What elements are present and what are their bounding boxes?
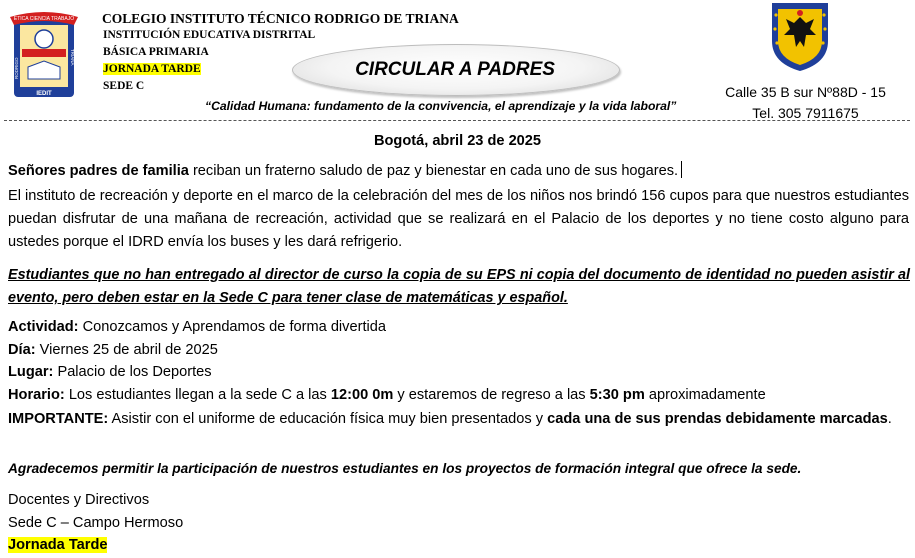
important-text: Asistir con el uniforme de educación física muy bien presentados y xyxy=(108,411,548,427)
place-label: Lugar: xyxy=(8,364,54,380)
schedule-text-2: y estaremos de regreso a las xyxy=(393,387,590,403)
logo-side-left: RODRIGO xyxy=(14,57,19,79)
school-crest-logo xyxy=(8,9,80,101)
important-end: . xyxy=(887,411,892,427)
text-cursor xyxy=(681,161,682,178)
day-line xyxy=(8,342,218,358)
place-value: Palacio de los Deportes xyxy=(53,364,212,380)
greeting-bold: Señores padres de familia xyxy=(8,163,189,179)
important-paragraph xyxy=(8,408,909,430)
school-name: COLEGIO INSTITUTO TÉCNICO RODRIGO DE TRIANA xyxy=(102,11,459,26)
letter-date: Bogotá, abril 23 de 2025 xyxy=(373,133,542,149)
education-level: BÁSICA PRIMARIA xyxy=(103,46,209,58)
shift-line xyxy=(103,63,201,75)
shift-highlight: JORNADA TARDE xyxy=(103,63,201,75)
important-bold: cada una de sus prendas debidamente marcadas xyxy=(547,411,888,427)
activity-line xyxy=(8,319,386,335)
signature-line-1: Docentes y Directivos xyxy=(8,492,150,508)
intro-paragraph: El instituto de recreación y deporte en el marco de la celebración del mes de los niños nos brindó 156 cupos para que nuestros estudiantes puedan disfrutar de una mañana de recreación, actividad que se realizará en el Palacio de los deportes y no tiene costo alguno para ustedes porque el IDRD envía los buses y les dará refrigerio. xyxy=(8,188,909,250)
greeting-text: reciban un fraterno saludo de paz y bienestar en cada uno de sus hogares. xyxy=(188,163,679,179)
institution-name: INSTITUCIÓN EDUCATIVA DISTRITAL xyxy=(103,29,316,41)
day-label: Día: xyxy=(8,342,36,358)
schedule-text-1: Los estudiantes llegan a la sede C a las xyxy=(64,387,331,403)
school-motto: “Calidad Humana: fundamento de la convivencia, el aprendizaje y la vida laboral” xyxy=(205,99,677,113)
greeting-line xyxy=(8,161,682,179)
important-label: IMPORTANTE: xyxy=(8,411,109,427)
circular-title: CIRCULAR A PADRES xyxy=(355,59,555,80)
schedule-label: Horario: xyxy=(8,387,65,403)
warning-paragraph: Estudiantes que no han entregado al director de curso la copia de su EPS ni copia del documento de identidad no pueden asistir al evento, pero deben estar en la Sede C para tener clase de matemáticas y español. xyxy=(8,267,910,306)
signature-line-3 xyxy=(8,537,107,553)
schedule-time-return: 5:30 pm xyxy=(589,387,645,403)
school-address-block xyxy=(718,82,893,124)
school-phone: Tel. 305 7911675 xyxy=(752,105,859,121)
thanks-line: Agradecemos permitir la participación de nuestros estudiantes en los proyectos de formación integral que ofrece la sede. xyxy=(8,461,802,476)
activity-value: Conozcamos y Aprendamos de forma divertida xyxy=(78,319,386,335)
schedule-text-3: aproximadamente xyxy=(644,387,766,403)
logo-bottom-text: IEDIT xyxy=(36,91,52,97)
signature-line-2: Sede C – Campo Hermoso xyxy=(8,515,184,531)
logo-banner-text: ETICA CIENCIA TRABAJO xyxy=(13,16,75,22)
school-address: Calle 35 B sur Nº88D - 15 xyxy=(725,84,886,100)
signature-shift-highlight: Jornada Tarde xyxy=(8,537,108,553)
schedule-line xyxy=(8,387,766,403)
place-line xyxy=(8,364,212,380)
bogota-coat-of-arms-logo xyxy=(768,1,832,73)
header-divider xyxy=(4,120,910,121)
site-name: SEDE C xyxy=(103,80,145,92)
day-value: Viernes 25 de abril de 2025 xyxy=(35,342,218,358)
logo-side-right: TRIANA xyxy=(70,49,75,66)
activity-label: Actividad: xyxy=(8,319,79,335)
schedule-time-arrival: 12:00 0m xyxy=(330,387,394,403)
